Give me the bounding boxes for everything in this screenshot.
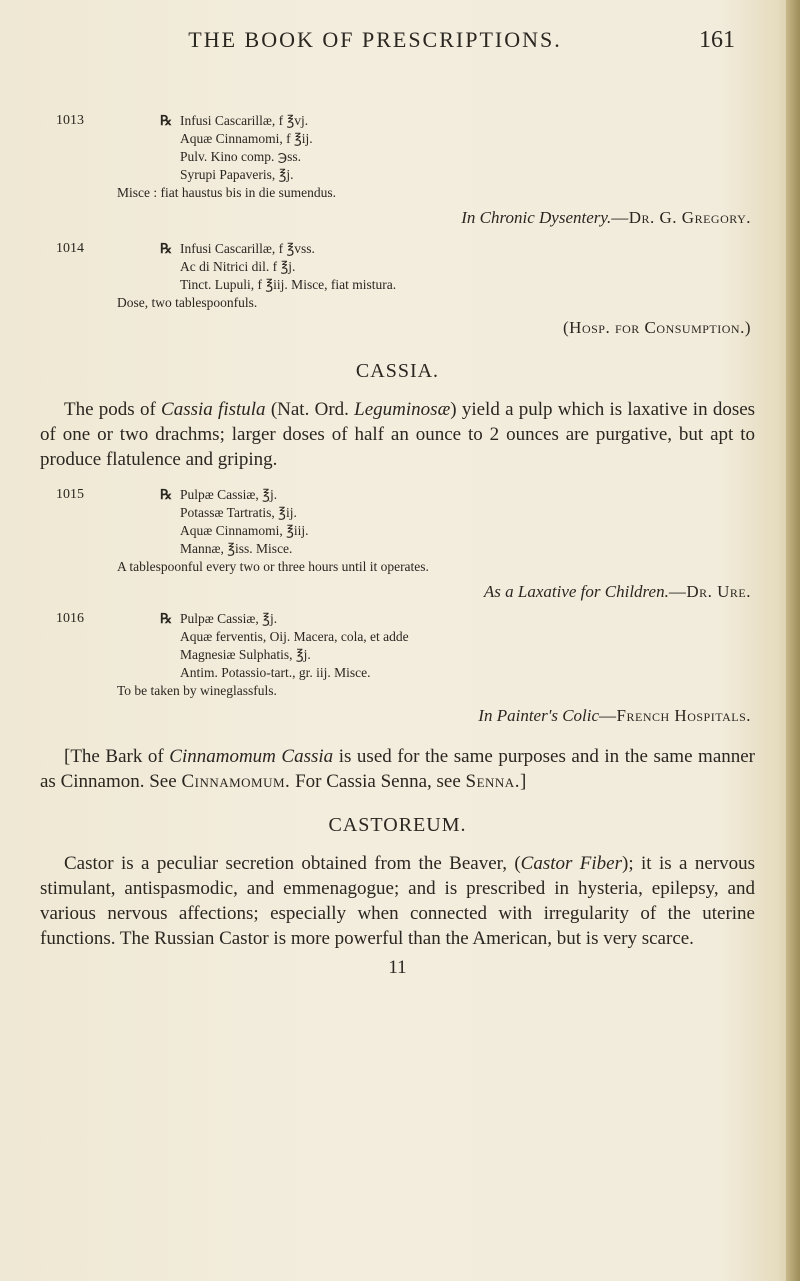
ingredient-line: Syrupi Papaveris, ℥j.	[180, 167, 294, 182]
condition: In Chronic Dysentery.	[461, 208, 612, 227]
author: —French Hospitals.	[599, 706, 751, 725]
ingredient-line: Aquæ ferventis, Oij. Macera, cola, et adde	[180, 629, 409, 644]
condition: As a Laxative for Children.	[483, 582, 669, 601]
prescription-number: 1015	[56, 487, 84, 502]
ingredient-line: Infusi Cascarillæ, f ℥vj.	[180, 113, 309, 128]
species-name: Cassia fistula	[161, 399, 266, 420]
prescription-number: 1016	[56, 611, 84, 626]
castoreum-paragraph	[40, 851, 755, 951]
condition: In Painter's Colic	[478, 706, 600, 725]
prescription-1013	[40, 112, 755, 230]
directions: Dose, two tablespoonfuls.	[117, 295, 258, 310]
ingredient-line: Antim. Potassio-tart., gr. iij. Misce.	[180, 665, 371, 680]
prescription-1014	[40, 240, 755, 340]
author: —Dr. Ure.	[668, 582, 751, 601]
text: ) yield a pulp which is laxative in doses of one or two drachms; larger doses of half an ounce to 2 ounces are purgative, but apt to produce flatulence and griping.	[40, 399, 756, 470]
ingredient-line: Aquæ Cinnamomi, ℥iij.	[180, 523, 309, 538]
text: is used for the same purposes and in the same manner as Cinnamon. See	[40, 746, 756, 792]
attribution	[40, 206, 755, 230]
species-name: Castor Fiber	[520, 853, 622, 874]
page-number: 161	[699, 27, 735, 53]
ingredient-line: Infusi Cascarillæ, f ℥vss.	[180, 241, 315, 256]
text: The pods of	[64, 399, 156, 420]
section-heading-castoreum: CASTOREUM.	[328, 814, 467, 836]
running-header	[95, 20, 735, 60]
text: ); it is a nervous stimulant, antispasmodic, and emmenagogue; and is prescribed in hysteria, epilepsy, and various nervous affections; especially when connected with irregularity of the uterine functions. The Russian Castor is more powerful than the American, but is very scarce.	[40, 853, 755, 949]
source: (Hosp. for Consumption.)	[563, 318, 751, 337]
prescription-1016	[40, 610, 755, 728]
ingredient-line: Pulv. Kino comp. ℈ss.	[180, 149, 302, 164]
rx-symbol: ℞	[160, 241, 173, 256]
page-content	[40, 112, 755, 979]
text: For Cassia Senna, see	[295, 771, 461, 792]
cross-reference: Cinnamomum.	[181, 771, 291, 792]
attribution	[40, 704, 755, 728]
directions: A tablespoonful every two or three hours until it operates.	[117, 559, 429, 574]
cross-reference: Senna.]	[465, 771, 527, 792]
cinnamomum-note	[40, 744, 755, 794]
text: Castor is a peculiar secretion obtained from the Beaver, (	[64, 853, 521, 874]
ingredient-line: Pulpæ Cassiæ, ℥j.	[180, 487, 278, 502]
order-name: Leguminosæ	[354, 399, 451, 420]
text: (Nat. Ord.	[270, 399, 349, 420]
rx-symbol: ℞	[160, 611, 173, 626]
ingredient-line: Mannæ, ℥iss. Misce.	[180, 541, 293, 556]
page-edge	[786, 0, 800, 1281]
cassia-paragraph	[40, 397, 755, 472]
rx-symbol: ℞	[160, 113, 173, 128]
ingredient-line: Ac di Nitrici dil. f ℥j.	[180, 259, 296, 274]
directions: Misce : fiat haustus bis in die sumendus.	[117, 185, 336, 200]
author: —Dr. G. Gregory.	[611, 208, 751, 227]
ingredient-line: Pulpæ Cassiæ, ℥j.	[180, 611, 278, 626]
prescription-number: 1014	[56, 241, 84, 256]
ingredient-line: Aquæ Cinnamomi, f ℥ij.	[180, 131, 313, 146]
ingredient-line: Potassæ Tartratis, ℥ij.	[180, 505, 297, 520]
attribution	[40, 580, 755, 604]
text: [The Bark of	[64, 746, 164, 767]
prescription-1015	[40, 486, 755, 604]
prescription-number: 1013	[56, 113, 84, 128]
rx-symbol: ℞	[160, 487, 173, 502]
ingredient-line: Tinct. Lupuli, f ℥iij. Misce, fiat mistura.	[180, 277, 397, 292]
attribution	[40, 316, 755, 340]
signature-mark: 11	[388, 957, 407, 978]
header-title: THE BOOK OF PRESCRIPTIONS.	[188, 27, 562, 52]
directions: To be taken by wineglassfuls.	[117, 683, 277, 698]
species-name: Cinnamomum Cassia	[169, 746, 334, 767]
section-heading-cassia: CASSIA.	[355, 360, 440, 382]
ingredient-line: Magnesiæ Sulphatis, ℥j.	[180, 647, 311, 662]
